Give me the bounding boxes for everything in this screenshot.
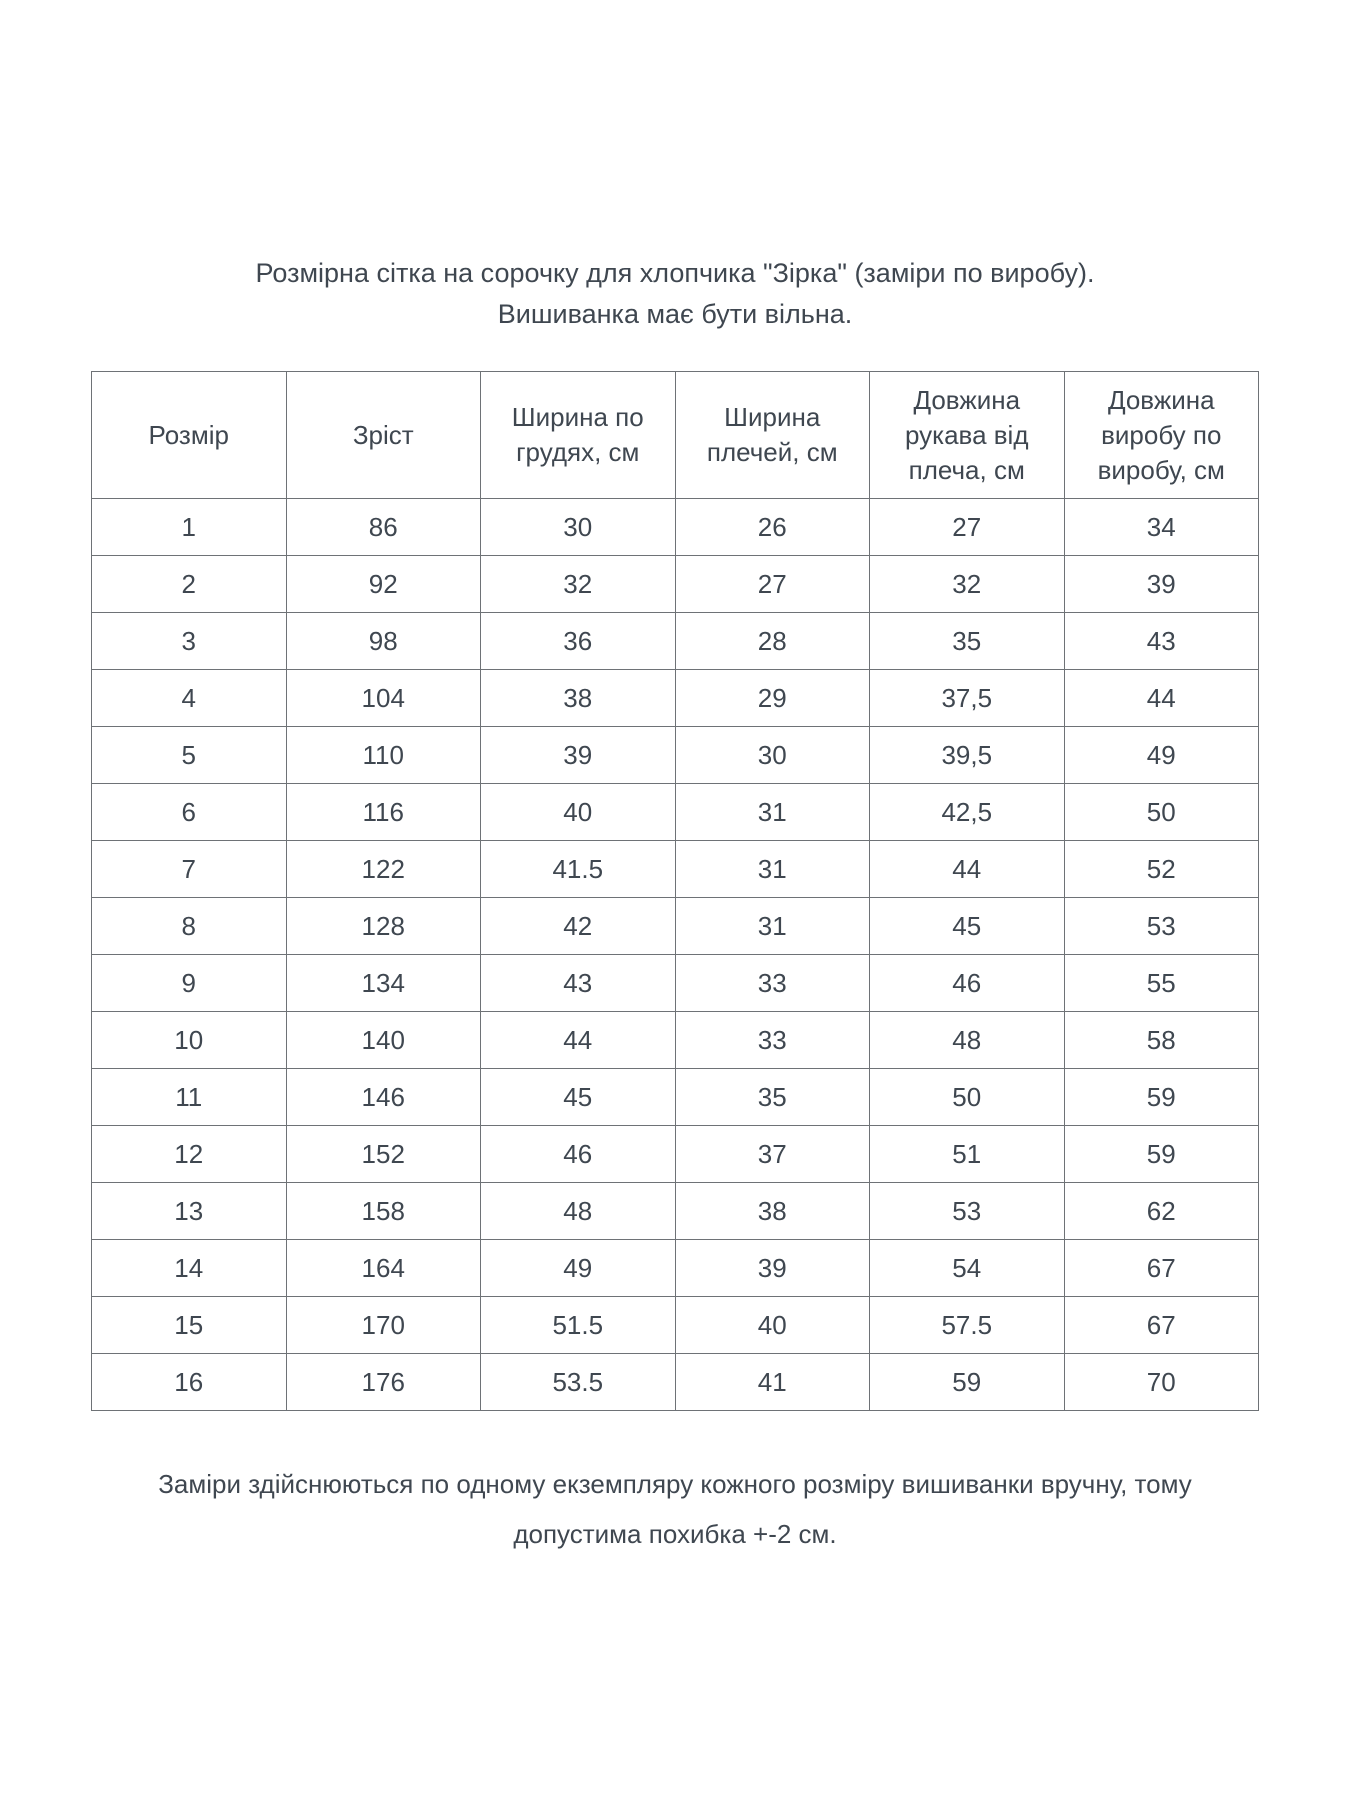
table-cell: 40: [675, 1297, 870, 1354]
table-cell: 14: [92, 1240, 287, 1297]
table-cell: 70: [1064, 1354, 1259, 1411]
table-cell: 35: [870, 613, 1065, 670]
table-cell: 40: [481, 784, 676, 841]
page-title: [0, 253, 1350, 335]
table-row: [92, 1354, 1259, 1411]
table-cell: 92: [286, 556, 481, 613]
table-cell: 37,5: [870, 670, 1065, 727]
table-cell: 11: [92, 1069, 287, 1126]
table-cell: 58: [1064, 1012, 1259, 1069]
table-cell: 39: [1064, 556, 1259, 613]
table-cell: 54: [870, 1240, 1065, 1297]
table-row: [92, 955, 1259, 1012]
table-cell: 9: [92, 955, 287, 1012]
table-cell: 146: [286, 1069, 481, 1126]
table-cell: 41: [675, 1354, 870, 1411]
table-cell: 51.5: [481, 1297, 676, 1354]
column-header-item-length: Довжина виробу по виробу, см: [1064, 372, 1259, 499]
measurement-note: Заміри здійснюються по одному екземпляру кожного розміру вишиванки вручну, тому допустима похибка +-2 см.: [158, 1469, 1192, 1549]
table-cell: 10: [92, 1012, 287, 1069]
table-row: [92, 556, 1259, 613]
table-cell: 38: [481, 670, 676, 727]
table-cell: 45: [870, 898, 1065, 955]
table-cell: 8: [92, 898, 287, 955]
column-header-chest-width: Ширина по грудях, см: [481, 372, 676, 499]
table-cell: 86: [286, 499, 481, 556]
table-cell: 27: [870, 499, 1065, 556]
table-row: [92, 784, 1259, 841]
table-cell: 59: [870, 1354, 1065, 1411]
table-cell: 59: [1064, 1069, 1259, 1126]
table-cell: 44: [1064, 670, 1259, 727]
table-cell: 6: [92, 784, 287, 841]
table-cell: 110: [286, 727, 481, 784]
table-cell: 31: [675, 898, 870, 955]
table-cell: 16: [92, 1354, 287, 1411]
table-row: [92, 670, 1259, 727]
table-cell: 28: [675, 613, 870, 670]
table-cell: 67: [1064, 1297, 1259, 1354]
table-cell: 53.5: [481, 1354, 676, 1411]
table-header: [92, 372, 1259, 499]
table-row: [92, 898, 1259, 955]
table-cell: 13: [92, 1183, 287, 1240]
table-cell: 39: [481, 727, 676, 784]
table-row: [92, 1012, 1259, 1069]
table-row: [92, 1126, 1259, 1183]
table-cell: 37: [675, 1126, 870, 1183]
table-cell: 44: [481, 1012, 676, 1069]
table-cell: 42: [481, 898, 676, 955]
table-cell: 49: [1064, 727, 1259, 784]
table-cell: 34: [1064, 499, 1259, 556]
table-cell: 57.5: [870, 1297, 1065, 1354]
table-cell: 33: [675, 1012, 870, 1069]
table-cell: 59: [1064, 1126, 1259, 1183]
table-cell: 5: [92, 727, 287, 784]
table-body: [92, 499, 1259, 1411]
table-row: [92, 499, 1259, 556]
table-cell: 39,5: [870, 727, 1065, 784]
table-cell: 35: [675, 1069, 870, 1126]
table-cell: 49: [481, 1240, 676, 1297]
column-header-size: Розмір: [92, 372, 287, 499]
table-cell: 48: [870, 1012, 1065, 1069]
table-cell: 104: [286, 670, 481, 727]
table-cell: 152: [286, 1126, 481, 1183]
table-cell: 39: [675, 1240, 870, 1297]
table-cell: 31: [675, 841, 870, 898]
table-cell: 46: [481, 1126, 676, 1183]
table-cell: 26: [675, 499, 870, 556]
table-cell: 140: [286, 1012, 481, 1069]
table-cell: 2: [92, 556, 287, 613]
column-header-shoulder-width: Ширина плечей, см: [675, 372, 870, 499]
table-cell: 36: [481, 613, 676, 670]
table-cell: 41.5: [481, 841, 676, 898]
table-cell: 29: [675, 670, 870, 727]
table-cell: 176: [286, 1354, 481, 1411]
table-cell: 164: [286, 1240, 481, 1297]
table-cell: 27: [675, 556, 870, 613]
table-cell: 38: [675, 1183, 870, 1240]
table-cell: 52: [1064, 841, 1259, 898]
table-cell: 116: [286, 784, 481, 841]
table-cell: 45: [481, 1069, 676, 1126]
table-header-row: [92, 372, 1259, 499]
column-header-sleeve-length: Довжина рукава від плеча, см: [870, 372, 1065, 499]
table-cell: 15: [92, 1297, 287, 1354]
table-cell: 42,5: [870, 784, 1065, 841]
table-cell: 134: [286, 955, 481, 1012]
table-cell: 12: [92, 1126, 287, 1183]
table-cell: 43: [481, 955, 676, 1012]
table-cell: 43: [1064, 613, 1259, 670]
table-row: [92, 841, 1259, 898]
table-cell: 30: [481, 499, 676, 556]
title-line-1: Розмірна сітка на сорочку для хлопчика "Зірка" (заміри по виробу).: [255, 258, 1095, 288]
table-cell: 4: [92, 670, 287, 727]
table-cell: 50: [1064, 784, 1259, 841]
table-cell: 48: [481, 1183, 676, 1240]
table-cell: 53: [870, 1183, 1065, 1240]
table-cell: 122: [286, 841, 481, 898]
table-cell: 33: [675, 955, 870, 1012]
size-chart-table: [91, 371, 1259, 1411]
table-cell: 44: [870, 841, 1065, 898]
title-line-2: Вишиванка має бути вільна.: [497, 299, 853, 329]
table-cell: 30: [675, 727, 870, 784]
table-cell: 67: [1064, 1240, 1259, 1297]
table-cell: 53: [1064, 898, 1259, 955]
table-cell: 62: [1064, 1183, 1259, 1240]
table-cell: 50: [870, 1069, 1065, 1126]
table-row: [92, 727, 1259, 784]
table-row: [92, 1183, 1259, 1240]
table-cell: 7: [92, 841, 287, 898]
table-row: [92, 1297, 1259, 1354]
table-cell: 170: [286, 1297, 481, 1354]
table-cell: 55: [1064, 955, 1259, 1012]
table-cell: 51: [870, 1126, 1065, 1183]
table-cell: 128: [286, 898, 481, 955]
table-cell: 32: [481, 556, 676, 613]
table-row: [92, 1240, 1259, 1297]
table-cell: 32: [870, 556, 1065, 613]
table-row: [92, 1069, 1259, 1126]
column-header-height: Зріст: [286, 372, 481, 499]
table-cell: 98: [286, 613, 481, 670]
table-cell: 158: [286, 1183, 481, 1240]
table-cell: 46: [870, 955, 1065, 1012]
table-cell: 31: [675, 784, 870, 841]
table-row: [92, 613, 1259, 670]
table-cell: 3: [92, 613, 287, 670]
table-cell: 1: [92, 499, 287, 556]
